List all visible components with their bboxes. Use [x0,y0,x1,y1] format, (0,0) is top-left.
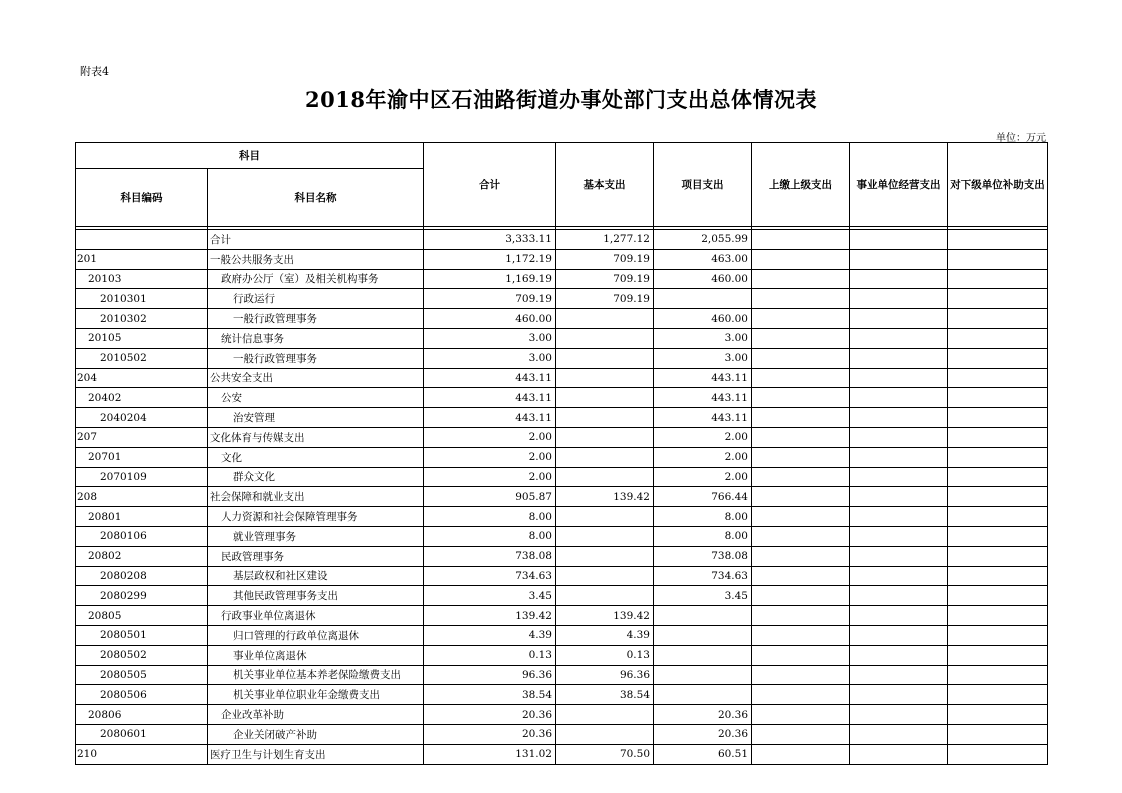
basic-cell [556,546,654,566]
subject-name-cell: 一般公共服务支出 [208,249,424,269]
project-cell [654,645,752,665]
subsidy-cell [948,447,1048,467]
total-cell: 443.11 [424,368,556,388]
table-row [76,328,1048,348]
subject-name-cell: 治安管理 [208,408,424,428]
subject-code-cell: 2080505 [76,665,208,685]
total-cell: 8.00 [424,526,556,546]
basic-cell [556,328,654,348]
total-cell: 460.00 [424,309,556,329]
basic-cell: 70.50 [556,744,654,764]
subject-code-cell: 2010301 [76,289,208,309]
total-cell: 734.63 [424,566,556,586]
project-cell: 443.11 [654,388,752,408]
project-cell: 8.00 [654,507,752,527]
project-cell: 20.36 [654,705,752,725]
total-cell: 139.42 [424,606,556,626]
expenditure-table [75,142,1048,765]
header-total: 合计 [424,143,556,227]
business-cell [850,309,948,329]
total-cell: 2.00 [424,447,556,467]
business-cell [850,368,948,388]
basic-cell [556,724,654,744]
subject-code-cell: 210 [76,744,208,764]
table-row [76,388,1048,408]
basic-cell [556,427,654,447]
header-subsidy: 对下级单位补助支出 [948,143,1048,227]
subsidy-cell [948,487,1048,507]
total-cell: 443.11 [424,408,556,428]
basic-cell: 709.19 [556,289,654,309]
upper-payment-cell [752,724,850,744]
project-cell: 766.44 [654,487,752,507]
upper-payment-cell [752,566,850,586]
upper-payment-cell [752,408,850,428]
table-row [76,566,1048,586]
business-cell [850,546,948,566]
upper-payment-cell [752,467,850,487]
project-cell: 2.00 [654,427,752,447]
table-row [76,665,1048,685]
project-cell: 738.08 [654,546,752,566]
total-cell: 3.45 [424,586,556,606]
basic-cell [556,309,654,329]
table-row [76,230,1048,250]
project-cell: 460.00 [654,269,752,289]
subsidy-cell [948,645,1048,665]
total-cell: 1,172.19 [424,249,556,269]
business-cell [850,427,948,447]
subsidy-cell [948,309,1048,329]
subsidy-cell [948,546,1048,566]
business-cell [850,328,948,348]
header-basic: 基本支出 [556,143,654,227]
subject-code-cell: 20402 [76,388,208,408]
business-cell [850,586,948,606]
business-cell [850,249,948,269]
upper-payment-cell [752,625,850,645]
total-cell: 3,333.11 [424,230,556,250]
total-cell: 4.39 [424,625,556,645]
upper-payment-cell [752,289,850,309]
subject-code-cell: 20802 [76,546,208,566]
table-row [76,348,1048,368]
subject-name-cell: 企业改革补助 [208,705,424,725]
business-cell [850,487,948,507]
subject-name-cell: 医疗卫生与计划生育支出 [208,744,424,764]
project-cell: 3.00 [654,348,752,368]
table-row [76,526,1048,546]
upper-payment-cell [752,368,850,388]
subject-code-cell: 2080299 [76,586,208,606]
business-cell [850,526,948,546]
subject-name-cell: 人力资源和社会保障管理事务 [208,507,424,527]
table-row [76,487,1048,507]
subsidy-cell [948,724,1048,744]
subject-code-cell: 20103 [76,269,208,289]
business-cell [850,606,948,626]
table-row [76,408,1048,428]
basic-cell: 38.54 [556,685,654,705]
project-cell: 443.11 [654,368,752,388]
basic-cell: 0.13 [556,645,654,665]
basic-cell [556,388,654,408]
upper-payment-cell [752,348,850,368]
header-subject: 科目 [76,143,424,169]
upper-payment-cell [752,269,850,289]
upper-payment-cell [752,705,850,725]
total-cell: 2.00 [424,427,556,447]
subject-name-cell: 归口管理的行政单位离退休 [208,625,424,645]
total-cell: 443.11 [424,388,556,408]
table-row [76,705,1048,725]
project-cell [654,685,752,705]
business-cell [850,467,948,487]
subject-name-cell: 机关事业单位职业年金缴费支出 [208,685,424,705]
subject-code-cell: 2080506 [76,685,208,705]
upper-payment-cell [752,546,850,566]
page-title: 2018年渝中区石油路街道办事处部门支出总体情况表 [305,87,817,112]
upper-payment-cell [752,665,850,685]
subject-code-cell: 208 [76,487,208,507]
subject-code-cell: 2080601 [76,724,208,744]
total-cell: 905.87 [424,487,556,507]
business-cell [850,566,948,586]
total-cell: 8.00 [424,507,556,527]
basic-cell [556,348,654,368]
subsidy-cell [948,526,1048,546]
subject-code-cell: 2040204 [76,408,208,428]
project-cell: 60.51 [654,744,752,764]
basic-cell [556,586,654,606]
basic-cell [556,467,654,487]
subsidy-cell [948,467,1048,487]
project-cell: 2,055.99 [654,230,752,250]
subsidy-cell [948,289,1048,309]
subsidy-cell [948,685,1048,705]
business-cell [850,408,948,428]
total-cell: 3.00 [424,348,556,368]
table-body [76,230,1048,765]
business-cell [850,269,948,289]
subject-code-cell: 2080208 [76,566,208,586]
business-cell [850,447,948,467]
basic-cell: 709.19 [556,269,654,289]
basic-cell: 139.42 [556,606,654,626]
subject-name-cell: 群众文化 [208,467,424,487]
header-project: 项目支出 [654,143,752,227]
table-row [76,507,1048,527]
header-business: 事业单位经营支出 [850,143,948,227]
subsidy-cell [948,348,1048,368]
business-cell [850,705,948,725]
header-subject-name: 科目名称 [208,169,424,227]
subject-code-cell: 2070109 [76,467,208,487]
business-cell [850,625,948,645]
subsidy-cell [948,269,1048,289]
subject-name-cell: 企业关闭破产补助 [208,724,424,744]
subject-name-cell: 行政运行 [208,289,424,309]
table-row [76,685,1048,705]
total-cell: 709.19 [424,289,556,309]
table-row [76,724,1048,744]
table-row [76,744,1048,764]
table-row [76,309,1048,329]
total-cell: 96.36 [424,665,556,685]
basic-cell [556,447,654,467]
subject-code-cell: 204 [76,368,208,388]
upper-payment-cell [752,309,850,329]
basic-cell [556,566,654,586]
project-cell: 463.00 [654,249,752,269]
business-cell [850,230,948,250]
subsidy-cell [948,427,1048,447]
business-cell [850,289,948,309]
subject-name-cell: 其他民政管理事务支出 [208,586,424,606]
table-row [76,368,1048,388]
total-cell: 738.08 [424,546,556,566]
subject-name-cell: 公安 [208,388,424,408]
subject-code-cell: 2080502 [76,645,208,665]
subject-name-cell: 统计信息事务 [208,328,424,348]
subject-code-cell: 20805 [76,606,208,626]
upper-payment-cell [752,645,850,665]
project-cell: 2.00 [654,447,752,467]
project-cell: 8.00 [654,526,752,546]
table-row [76,249,1048,269]
subject-code-cell [76,230,208,250]
table-row [76,447,1048,467]
business-cell [850,507,948,527]
basic-cell: 1,277.12 [556,230,654,250]
annex-label: 附表4 [80,65,109,78]
total-cell: 131.02 [424,744,556,764]
basic-cell [556,507,654,527]
subsidy-cell [948,566,1048,586]
upper-payment-cell [752,586,850,606]
subject-code-cell: 2080106 [76,526,208,546]
table-row [76,645,1048,665]
subject-name-cell: 合计 [208,230,424,250]
subsidy-cell [948,586,1048,606]
basic-cell: 139.42 [556,487,654,507]
upper-payment-cell [752,685,850,705]
unit-label: 单位：万元 [996,133,1046,144]
project-cell: 20.36 [654,724,752,744]
subject-name-cell: 一般行政管理事务 [208,348,424,368]
subject-code-cell: 20801 [76,507,208,527]
business-cell [850,724,948,744]
subject-name-cell: 事业单位离退休 [208,645,424,665]
project-cell: 443.11 [654,408,752,428]
total-cell: 20.36 [424,724,556,744]
subject-name-cell: 就业管理事务 [208,526,424,546]
business-cell [850,388,948,408]
basic-cell: 709.19 [556,249,654,269]
subject-name-cell: 一般行政管理事务 [208,309,424,329]
project-cell: 2.00 [654,467,752,487]
upper-payment-cell [752,487,850,507]
table-row [76,427,1048,447]
basic-cell: 4.39 [556,625,654,645]
subject-name-cell: 政府办公厅（室）及相关机构事务 [208,269,424,289]
total-cell: 3.00 [424,328,556,348]
project-cell: 3.45 [654,586,752,606]
subject-code-cell: 201 [76,249,208,269]
total-cell: 2.00 [424,467,556,487]
subject-name-cell: 公共安全支出 [208,368,424,388]
table-row [76,467,1048,487]
total-cell: 1,169.19 [424,269,556,289]
upper-payment-cell [752,230,850,250]
subject-code-cell: 2010302 [76,309,208,329]
upper-payment-cell [752,388,850,408]
project-cell [654,606,752,626]
business-cell [850,645,948,665]
table-row [76,625,1048,645]
subject-name-cell: 行政事业单位离退休 [208,606,424,626]
upper-payment-cell [752,507,850,527]
project-cell: 734.63 [654,566,752,586]
subsidy-cell [948,744,1048,764]
total-cell: 20.36 [424,705,556,725]
project-cell: 3.00 [654,328,752,348]
subsidy-cell [948,705,1048,725]
project-cell: 460.00 [654,309,752,329]
basic-cell: 96.36 [556,665,654,685]
subject-name-cell: 基层政权和社区建设 [208,566,424,586]
subsidy-cell [948,606,1048,626]
subsidy-cell [948,230,1048,250]
subject-code-cell: 20806 [76,705,208,725]
upper-payment-cell [752,328,850,348]
table-row [76,586,1048,606]
basic-cell [556,368,654,388]
header-upper-payment: 上缴上级支出 [752,143,850,227]
table-row [76,289,1048,309]
header-subject-code: 科目编码 [76,169,208,227]
upper-payment-cell [752,427,850,447]
total-cell: 0.13 [424,645,556,665]
subject-code-cell: 2010502 [76,348,208,368]
subsidy-cell [948,328,1048,348]
subject-code-cell: 207 [76,427,208,447]
upper-payment-cell [752,606,850,626]
subsidy-cell [948,368,1048,388]
business-cell [850,744,948,764]
upper-payment-cell [752,447,850,467]
basic-cell [556,408,654,428]
table-row [76,546,1048,566]
total-cell: 38.54 [424,685,556,705]
project-cell [654,625,752,645]
subject-name-cell: 社会保障和就业支出 [208,487,424,507]
basic-cell [556,526,654,546]
business-cell [850,348,948,368]
upper-payment-cell [752,249,850,269]
project-cell [654,665,752,685]
subject-name-cell: 文化 [208,447,424,467]
basic-cell [556,705,654,725]
subject-code-cell: 20701 [76,447,208,467]
subject-name-cell: 机关事业单位基本养老保险缴费支出 [208,665,424,685]
table-row [76,269,1048,289]
table-row [76,606,1048,626]
subsidy-cell [948,625,1048,645]
subsidy-cell [948,408,1048,428]
business-cell [850,665,948,685]
subsidy-cell [948,665,1048,685]
business-cell [850,685,948,705]
subsidy-cell [948,249,1048,269]
subject-name-cell: 民政管理事务 [208,546,424,566]
upper-payment-cell [752,526,850,546]
project-cell [654,289,752,309]
subject-code-cell: 2080501 [76,625,208,645]
subject-name-cell: 文化体育与传媒支出 [208,427,424,447]
subsidy-cell [948,507,1048,527]
upper-payment-cell [752,744,850,764]
subsidy-cell [948,388,1048,408]
subject-code-cell: 20105 [76,328,208,348]
